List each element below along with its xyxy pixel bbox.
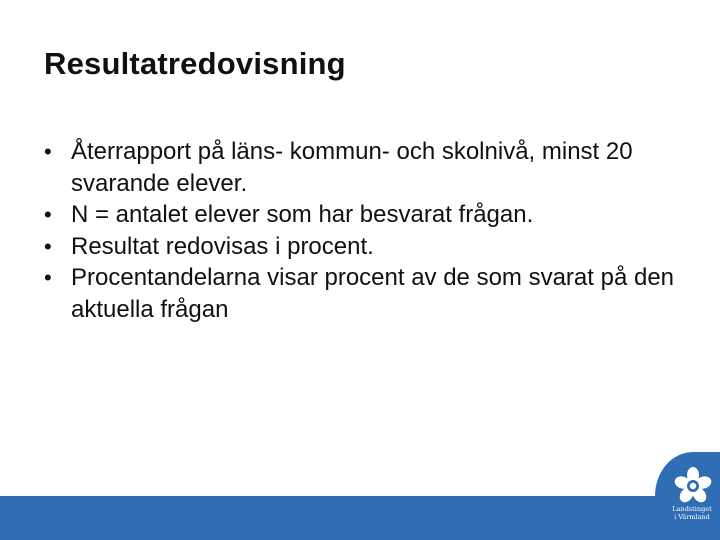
slide-title: Resultatredovisning <box>44 46 346 81</box>
bullet-list <box>44 136 684 325</box>
bullet-icon: • <box>44 265 52 290</box>
bullet-item <box>44 199 684 231</box>
logo-text-line1: Landstinget <box>672 505 712 513</box>
bullet-icon: • <box>44 202 52 227</box>
bullet-text: Resultat redovisas i procent. <box>71 232 374 260</box>
bullet-icon: • <box>44 139 52 164</box>
bullet-item <box>44 262 684 325</box>
logo-text <box>664 505 720 521</box>
bullet-text: N = antalet elever som har besvarat frågan. <box>71 201 534 228</box>
footer-bar <box>0 496 720 540</box>
bullet-text: Procentandelarna visar procent av de som svarat på den aktuella frågan <box>71 264 675 323</box>
bullet-item <box>44 136 684 199</box>
flower-logo-icon <box>673 466 713 506</box>
logo-text-line2: i Värmland <box>674 513 710 521</box>
bullet-item <box>44 231 684 263</box>
bullet-text: Återrapport på läns- kommun- och skolnivå, minst 20 svarande elever. <box>71 138 633 197</box>
bullet-icon: • <box>44 233 52 259</box>
